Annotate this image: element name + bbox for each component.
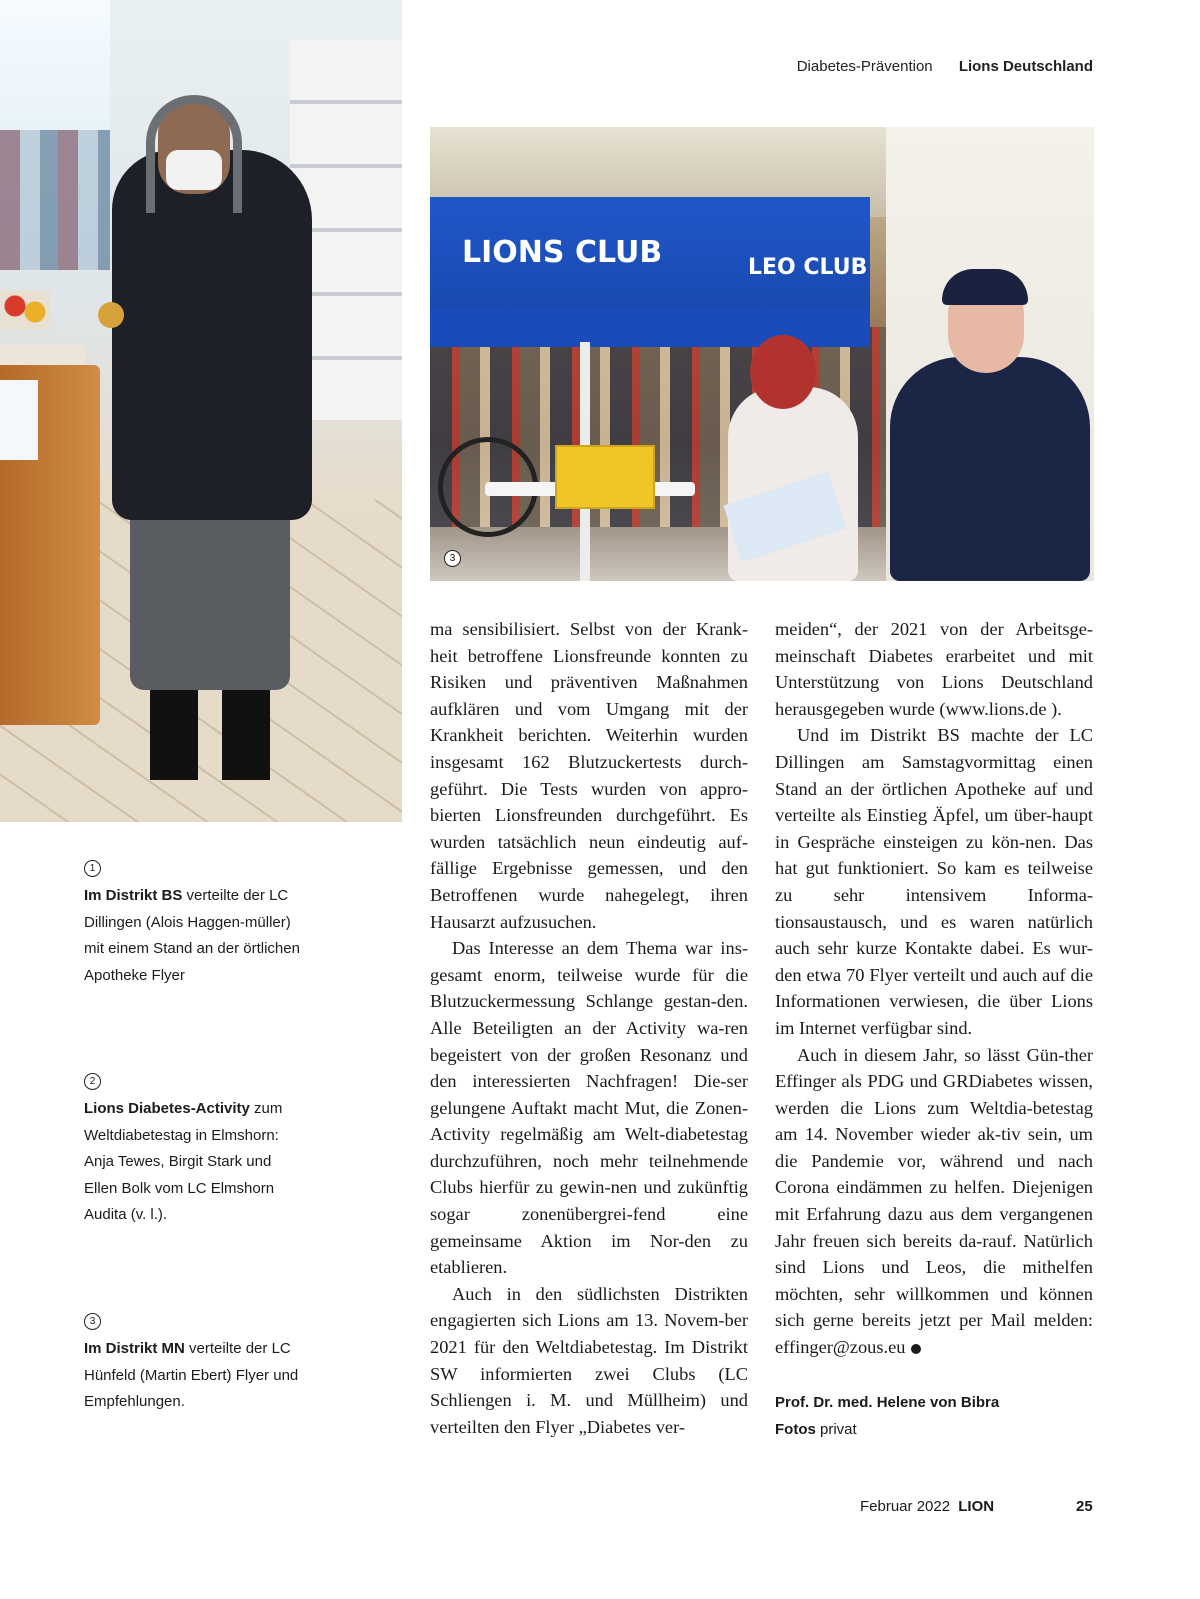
paragraph: Das Interesse an dem Thema war ins-gesamt enorm, teilweise wurde für die Blutzuckermessung Schlange gestan-den. Alle Beteiligten an der Activity wa-ren begeistert von der großen Resonanz und den interessierten Nachfragen! Die-ser gelungene Auftakt macht Mut, die Zonen-Activity regelmäßig am Welt-diabetestag durchzuführen, noch mehr teilnehmende Clubs hierfür zu gewin-nen und zukünftig sogar zonenübergrei-fend eine gemeinsame Aktion im Nor-den zu etablieren. (430, 938, 748, 1278)
author-credits (775, 1389, 999, 1443)
photo-lions-umbrella-stand (430, 127, 1094, 581)
caption-number: 2 (84, 1073, 101, 1090)
paragraph-last (775, 1042, 1093, 1361)
article-column-1 (430, 616, 748, 1440)
umbrella-text-leo: LEO CLUB (748, 255, 868, 280)
caption-bold: Im Distrikt MN (84, 1340, 185, 1357)
photos-value: privat (820, 1421, 857, 1438)
caption-text: verteilte der LC Hünfeld (Martin Ebert) Flyer und Empfehlungen. (84, 1340, 299, 1410)
issue-date: Februar 2022 (860, 1498, 951, 1515)
umbrella-text-lions: LIONS CLUB (462, 235, 663, 270)
photo-pharmacy-stand (0, 0, 402, 822)
caption-bold: Im Distrikt BS (84, 887, 183, 904)
photo-number-badge: 3 (444, 550, 461, 567)
caption-number: 1 (84, 860, 101, 877)
caption-text: verteilte der LC Dillingen (Alois Haggen-müller) mit einem Stand an der örtlichen Apotheke Flyer (84, 887, 300, 984)
author-name: Prof. Dr. med. Helene von Bibra (775, 1394, 1000, 1411)
article-column-2 (775, 616, 1093, 1361)
end-mark-icon (911, 1344, 921, 1354)
brand-label: Lions Deutschland (958, 58, 1093, 75)
caption-2 (84, 1069, 304, 1229)
section-label: Diabetes-Prävention (796, 58, 933, 75)
paragraph-text: Auch in diesem Jahr, so lässt Gün-ther Effinger als PDG und GRDiabetes wissen, werden die Lions zum Weltdia-betestag am 14. November wieder ak-tiv sein, um die Pandemie vor, während und nach Corona eindämmen zu helfen. Diejenigen mit Erfahrung dazu aus dem vergangenen Jahr freuen sich bereits da-rauf. Natürlich sind Lions und Leos, die mithelfen möchten, sehr willkommen und können sich gerne bereits jetzt per Mail melden: effinger@zous.eu (775, 1044, 1093, 1358)
magazine-name: LION (958, 1498, 995, 1515)
paragraph: meiden“, der 2021 von der Arbeitsge-meinschaft Diabetes erarbeitet und mit Unterstützung von Lions Deutschland herausgegeben wurde (www.lions.de ). (775, 619, 1093, 719)
paragraph: Und im Distrikt BS machte der LC Dillingen am Samstagvormittag einen Stand an der örtlichen Apotheke auf und verteilte als Einstieg Äpfel, um über-haupt in Gespräche einsteigen zu kön-nen. Das hat gut funktioniert. So kam es teilweise zu sehr intensivem Informa-tionsaustausch, und es waren natürlich auch sehr kurze Kontakte dabei. Es wur-den etwa 70 Flyer verteilt und auch auf die Informationen verwiesen, die über Lions im Internet verfügbar sind. (775, 725, 1093, 1038)
page-footer (860, 1498, 1093, 1515)
caption-3 (84, 1309, 304, 1416)
photos-label: Fotos (775, 1421, 816, 1438)
caption-number: 3 (84, 1313, 101, 1330)
caption-1 (84, 856, 304, 989)
caption-text: zum Weltdiabetestag in Elmshorn: Anja Tewes, Birgit Stark und Ellen Bolk vom LC Elmshorn Audita (v. l.). (84, 1100, 283, 1223)
paragraph: Auch in den südlichsten Distrikten engagierten sich Lions am 13. Novem-ber 2021 für den Weltdiabetestag. Im Distrikt SW informierten zwei Clubs (LC Schliengen i. M. und Müllheim) und verteilten den Flyer „Diabetes ver- (430, 1283, 748, 1437)
running-header (797, 58, 1093, 75)
page-number: 25 (1076, 1498, 1093, 1515)
paragraph: ma sensibilisiert. Selbst von der Krank-heit betroffene Lionsfreunde konnten zu Risiken und präventiven Maßnahmen aufklären und vom Umgang mit der Krankheit berichten. Weiterhin wurden insgesamt 162 Blutzuckertests durch-geführt. Die Tests wurden von appro-bierten Lionsfreunden durchgeführt. Es wurden tatsächlich neun eindeutig auf-fällige Ergebnisse gemessen, und den Betroffenen wurde nahegelegt, ihren Hausarzt aufzusuchen. (430, 619, 748, 932)
caption-bold: Lions Diabetes-Activity (84, 1100, 250, 1117)
